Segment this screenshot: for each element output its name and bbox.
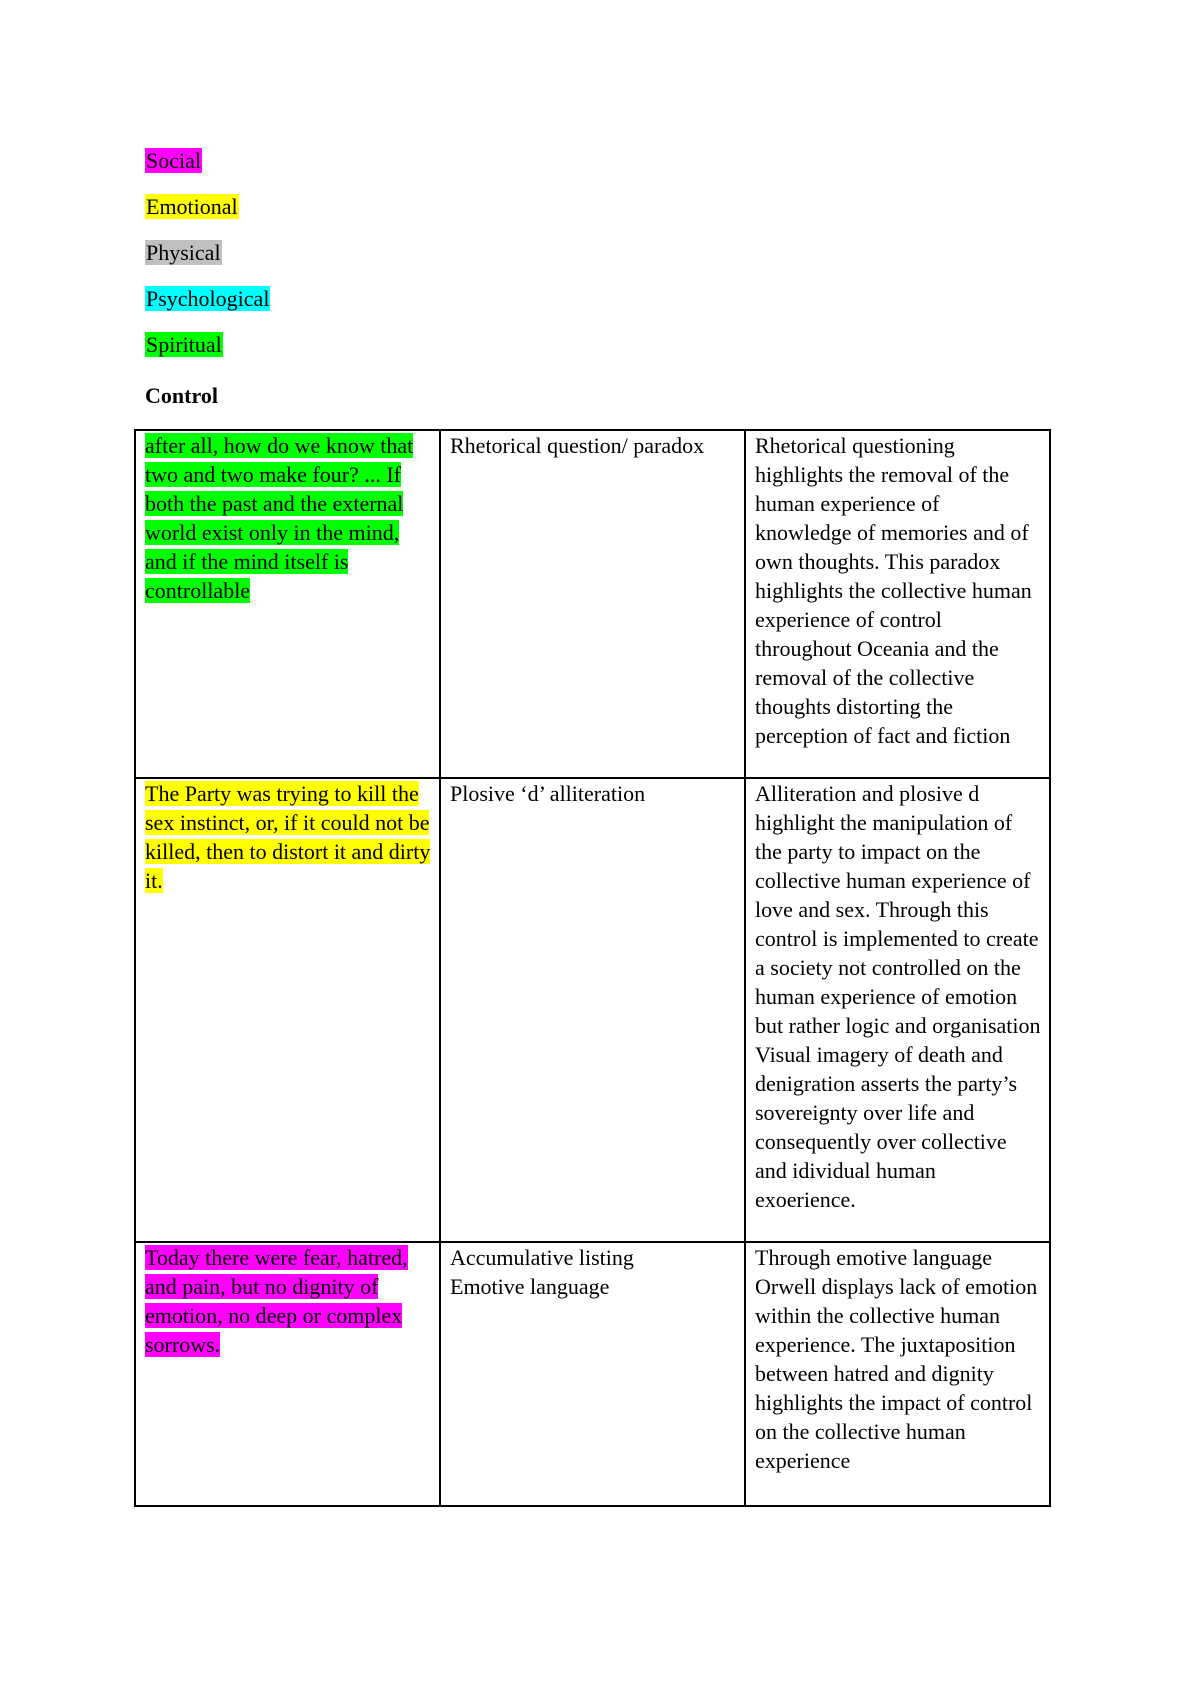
table-row <box>135 778 1050 1242</box>
technique-text: Rhetorical question/ paradox <box>450 433 705 458</box>
analysis-text: Through emotive language Orwell displays lack of emotion within the collective human experience. The juxtaposition between hatred and dignity highlights the impact of control on the collective human experience <box>755 1245 1038 1473</box>
analysis-text: Alliteration and plosive d highlight the manipulation of the party to impact on the collective human experience of love and sex. Through this control is implemented to create a society not controlled on the human experience of emotion but rather logic and organisation Visual imagery of death and denigration asserts the party’s sovereignty over life and consequently over collective and idividual human exoerience. <box>755 781 1041 1212</box>
analysis-cell <box>745 1242 1050 1506</box>
quote-text: after all, how do we know that two and two make four? ... If both the past and the external world exist only in the mind, and if the mind itself is controllable <box>145 433 414 603</box>
quote-cell <box>135 1242 440 1506</box>
technique-text: Plosive ‘d’ alliteration <box>450 781 646 806</box>
legend-label: Physical <box>146 240 221 265</box>
legend-label: Spiritual <box>146 332 222 357</box>
technique-text: Accumulative listing <box>450 1245 634 1270</box>
analysis-cell <box>745 778 1050 1242</box>
technique-cell <box>440 430 745 778</box>
quote-cell <box>135 430 440 778</box>
legend-item-social <box>145 147 270 175</box>
legend-item-psychological <box>145 285 270 313</box>
legend-item-spiritual <box>145 331 270 359</box>
technique-cell <box>440 1242 745 1506</box>
section-heading: Control <box>145 383 218 408</box>
quote-text: The Party was trying to kill the sex instinct, or, if it could not be killed, then to distort it and dirty it. <box>145 781 431 893</box>
color-legend <box>145 147 270 377</box>
quote-cell <box>135 778 440 1242</box>
legend-label: Emotional <box>146 194 238 219</box>
quote-text: Today there were fear, hatred, and pain, but no dignity of emotion, no deep or complex sorrows. <box>145 1245 408 1357</box>
technique-cell <box>440 778 745 1242</box>
legend-item-physical <box>145 239 270 267</box>
legend-item-emotional <box>145 193 270 221</box>
analysis-table <box>134 429 1051 1507</box>
table-row <box>135 1242 1050 1506</box>
legend-label: Social <box>146 148 201 173</box>
technique-text: Emotive language <box>450 1274 610 1299</box>
analysis-text: Rhetorical questioning highlights the removal of the human experience of knowledge of memories and of own thoughts. This paradox highlights the collective human experience of control throughout Oceania and the removal of the collective thoughts distorting the perception of fact and fiction <box>755 433 1032 748</box>
analysis-cell <box>745 430 1050 778</box>
table-row <box>135 430 1050 778</box>
legend-label: Psychological <box>146 286 270 311</box>
